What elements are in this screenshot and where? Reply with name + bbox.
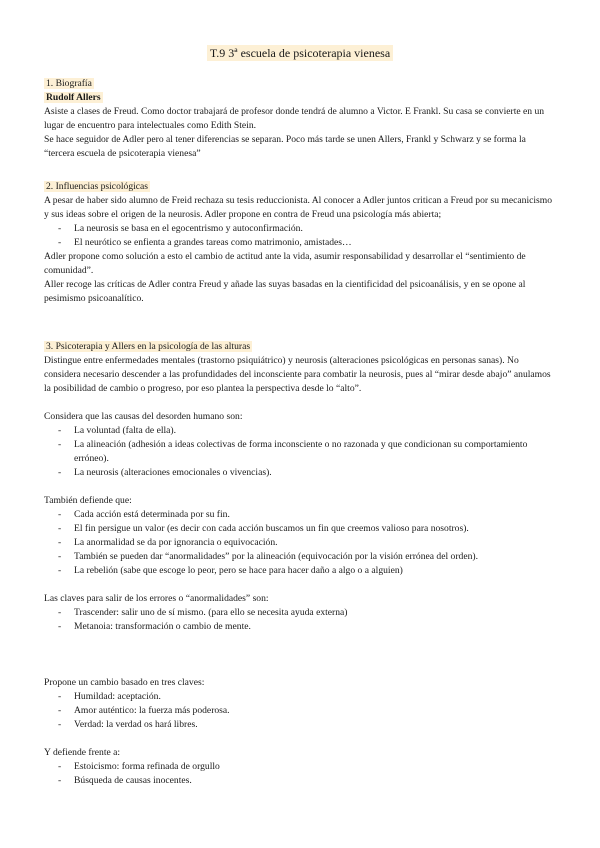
section-heading: 1. Biografía [46, 78, 92, 89]
section-heading: 2. Influencias psicológicas [46, 181, 149, 192]
list-item: - Amor auténtico: la fuerza más poderosa. [44, 704, 556, 718]
paragraph: Aller recoge las críticas de Adler contra Freud y añade las suyas basadas en la cientificidad del psicoanálisis, y en se opone al pesimismo psicoanalítico. [44, 279, 526, 304]
bullet-list [44, 760, 556, 788]
paragraph: Asiste a clases de Freud. Como doctor trabajará de profesor donde tendrá de alumno a Victor. E Frankl. Su casa se convierte en un lugar de encuentro para intelectuales como Edith Stein. [44, 106, 545, 131]
section-biografia [44, 77, 556, 161]
bullet-list [44, 222, 556, 250]
list-item: - El fin persigue un valor (es decir con cada acción buscamos un fin que creemos valioso para nosotros). [44, 522, 556, 536]
list-item: - La rebelión (sabe que escoge lo peor, pero se hace para hacer daño a algo o a alguien) [44, 564, 556, 578]
paragraph: Adler propone como solución a esto el cambio de actitud ante la vida, asumir responsabilidad y desarrollar el “sentimiento de comunidad”. [44, 251, 526, 276]
list-item: - La alineación (adhesión a ideas colectivas de forma inconsciente o no razonada y que condicionan su comportamiento erróneo). [44, 438, 556, 466]
list-item: - Metanoia: transformación o cambio de mente. [44, 620, 556, 634]
list-item: - Verdad: la verdad os hará libres. [44, 718, 556, 732]
section-subheading: Rudolf Allers [46, 92, 101, 103]
paragraph: A pesar de haber sido alumno de Freid rechaza su tesis reduccionista. Al conocer a Adler juntos critican a Freud por su mecanicismo y sus ideas sobre el origen de la neurosis. Adler propone en contra de Freud una psicología más abierta; [44, 195, 553, 220]
list-item: - La neurosis se basa en el egocentrismo y autoconfirmación. [44, 222, 556, 236]
bullet-list [44, 690, 556, 732]
bullet-list [44, 508, 556, 578]
list-item: - También se pueden dar “anormalidades” por la alineación (equivocación por la visión errónea del orden). [44, 550, 556, 564]
list-item: - Estoicismo: forma refinada de orgullo [44, 760, 556, 774]
list-item: - La anormalidad se da por ignorancia o equivocación. [44, 536, 556, 550]
list-label: Propone un cambio basado en tres claves: [44, 677, 205, 688]
section-psicoterapia [44, 340, 556, 788]
list-item: - La voluntad (falta de ella). [44, 424, 556, 438]
bullet-list [44, 424, 556, 480]
paragraph: Se hace seguidor de Adler pero al tener diferencias se separan. Poco más tarde se unen Allers, Frankl y Schwarz y se forma la “tercera escuela de psicoterapia vienesa” [44, 134, 526, 159]
list-item: - Trascender: salir uno de sí mismo. (para ello se necesita ayuda externa) [44, 606, 556, 620]
list-item: - Humildad: aceptación. [44, 690, 556, 704]
list-label: Y defiende frente a: [44, 747, 121, 758]
list-label: También defiende que: [44, 495, 132, 506]
bullet-list [44, 606, 556, 634]
list-label: Considera que las causas del desorden humano son: [44, 411, 243, 422]
page-title: T.9 3ª escuela de psicoterapia vienesa [0, 45, 600, 61]
paragraph: Distingue entre enfermedades mentales (trastorno psiquiátrico) y neurosis (alteraciones psicológicas en personas sanas). No considera necesario descender a las profundidades del inconsciente para combatir la neurosis, pues al “mirar desde abajo” anulamos la posibilidad de cambio o progreso, por eso plantea la perspectiva desde lo “alto”. [44, 355, 551, 394]
list-label: Las claves para salir de los errores o “anormalidades” son: [44, 593, 269, 604]
list-item: - Cada acción está determinada por su fin. [44, 508, 556, 522]
list-item: - El neurótico se enfienta a grandes tareas como matrimonio, amistades… [44, 236, 556, 250]
section-heading: 3. Psicoterapia y Allers en la psicología de las alturas [46, 341, 251, 352]
section-influencias [44, 180, 556, 306]
list-item: - Búsqueda de causas inocentes. [44, 774, 556, 788]
list-item: - La neurosis (alteraciones emocionales o vivencias). [44, 466, 556, 480]
